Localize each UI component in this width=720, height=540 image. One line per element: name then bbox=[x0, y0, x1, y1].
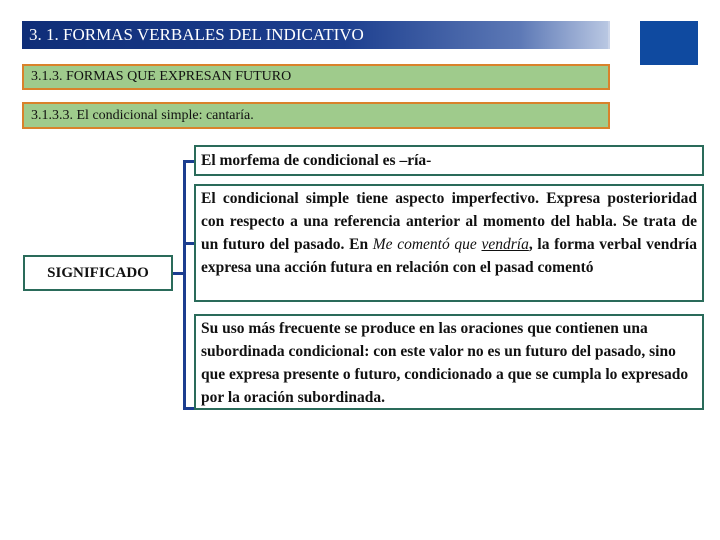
aspect-box bbox=[194, 184, 704, 302]
subsection-heading: 3.1.3.3. El condicional simple: cantaría. bbox=[22, 102, 610, 129]
significado-label: SIGNIFICADO bbox=[23, 255, 173, 291]
morpheme-box: El morfema de condicional es –ría- bbox=[194, 145, 704, 176]
usage-box: Su uso más frecuente se produce en las oraciones que contienen una subordinada condicional: con este valor no es un futuro del pasado, sino que expresa presente o futuro, condicionado a que se cumpla lo expresado por la oración subordinada. bbox=[194, 314, 704, 410]
page-title: 3. 1. FORMAS VERBALES DEL INDICATIVO bbox=[22, 21, 610, 49]
example-verb-underlined: vendría bbox=[481, 236, 529, 253]
bracket-connector bbox=[173, 272, 185, 275]
bracket-line bbox=[183, 160, 186, 410]
aspect-text-end: , la forma verbal vendría expresa una acción futura en relación con el pasad comentó bbox=[201, 236, 697, 276]
section-heading: 3.1.3. FORMAS QUE EXPRESAN FUTURO bbox=[22, 64, 610, 90]
aspect-text-start: El condicional simple tiene aspecto imperfectivo. Expresa posterioridad con respecto a una referencia anterior al momento del habla. Se trata de un futuro del pasado. En bbox=[201, 190, 697, 253]
example-italic: Me comentó que bbox=[372, 236, 477, 253]
logo bbox=[640, 21, 698, 65]
